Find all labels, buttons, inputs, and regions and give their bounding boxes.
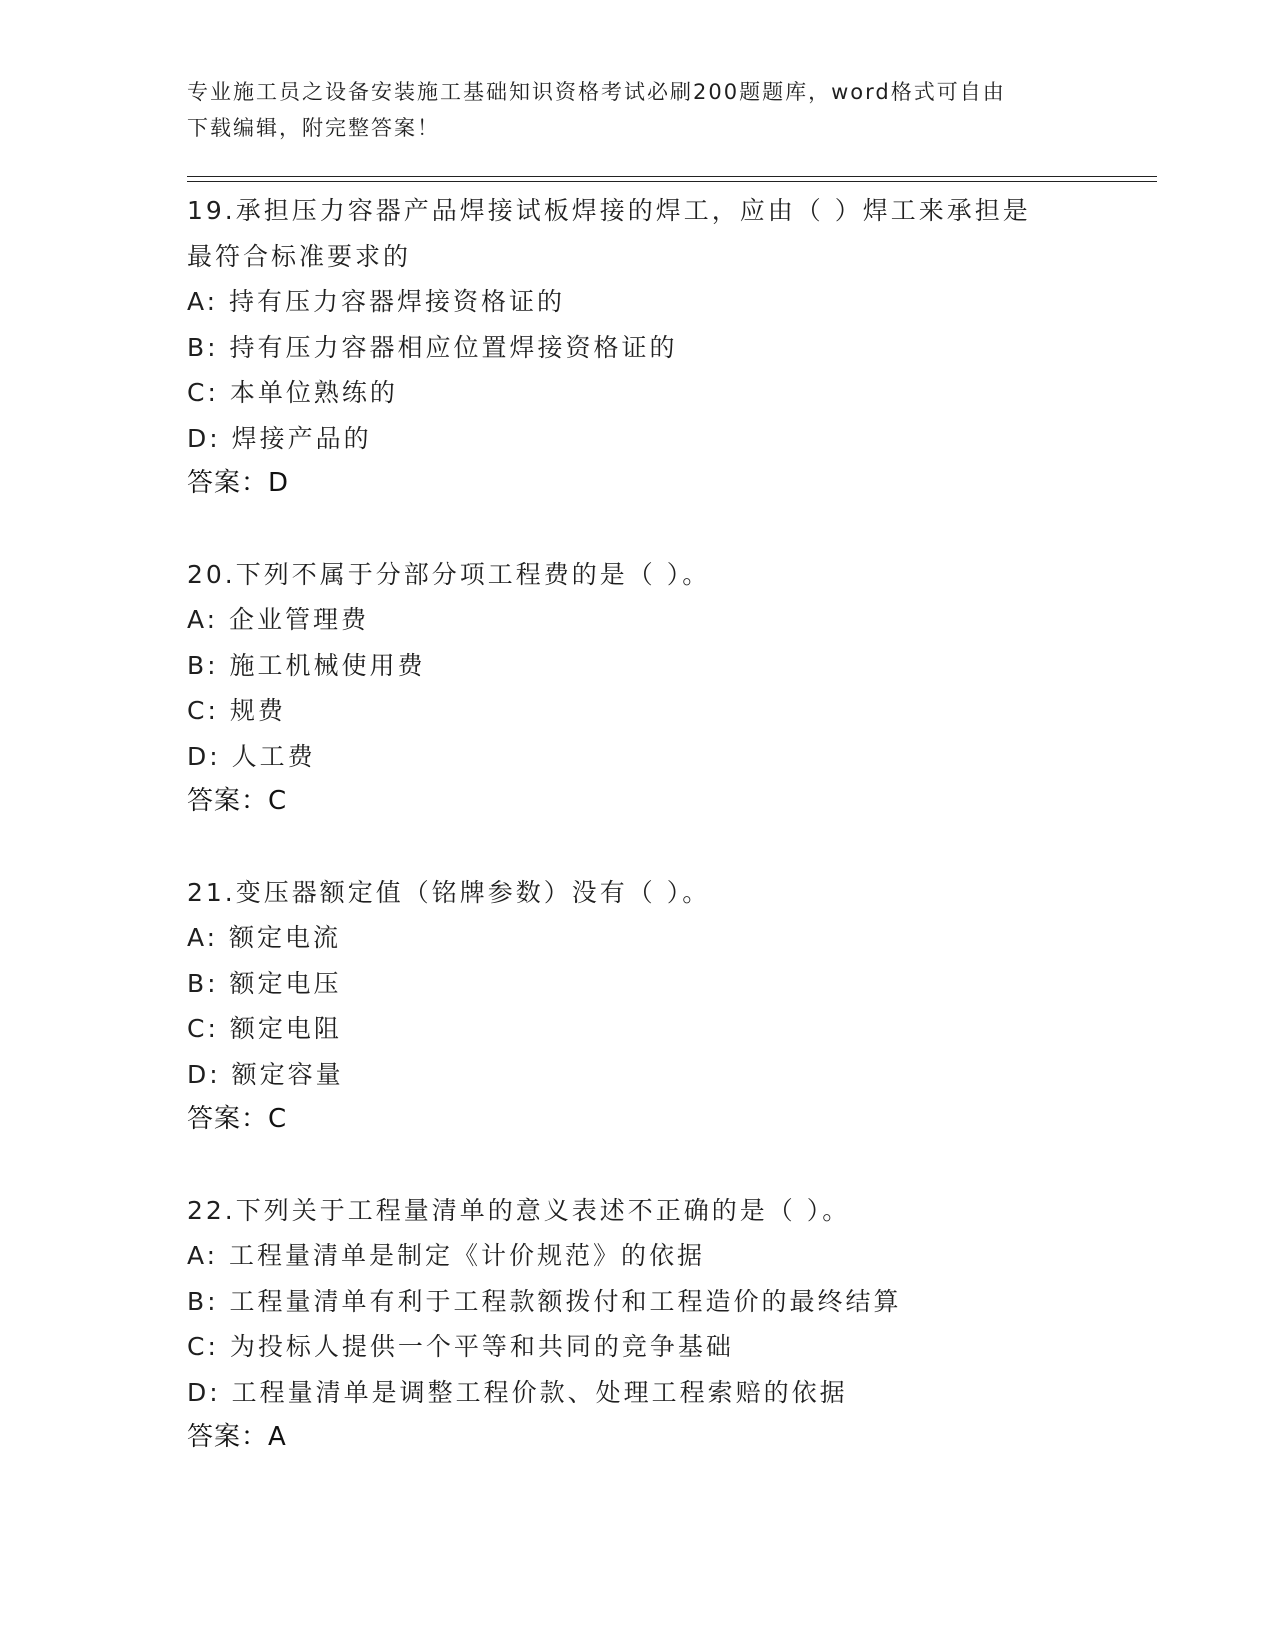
- question-19: [187, 188, 1087, 507]
- header-line-1: 专业施工员之设备安装施工基础知识资格考试必刷200题题库，word格式可自由: [187, 80, 1006, 104]
- answer-value: C: [268, 1104, 287, 1134]
- answer-line: [187, 461, 1087, 507]
- header-divider-bottom: [187, 181, 1157, 182]
- document-header: [187, 74, 1087, 146]
- question-list: [187, 188, 1087, 1506]
- option-b: B: 施工机械使用费: [187, 650, 426, 680]
- option-b: B: 额定电压: [187, 968, 342, 998]
- option-b: B: 工程量清单有利于工程款额拨付和工程造价的最终结算: [187, 1286, 902, 1316]
- option-c: C: 规费: [187, 696, 286, 725]
- option-a: A: 额定电流: [187, 923, 342, 952]
- option-c: C: 额定电阻: [187, 1014, 342, 1043]
- option-c: C: 本单位熟练的: [187, 378, 398, 407]
- question-22: [187, 1188, 1087, 1461]
- answer-line: [187, 1415, 1087, 1461]
- question-stem-line: 22.下列关于工程量清单的意义表述不正确的是（ ）。: [187, 1195, 851, 1225]
- option-d: D: 人工费: [187, 741, 316, 771]
- question-stem-line: 19.承担压力容器产品焊接试板焊接的焊工，应由（ ）焊工来承担是: [187, 196, 1031, 225]
- option-a: A: 工程量清单是制定《计价规范》的依据: [187, 1241, 706, 1270]
- answer-label: 答案：: [187, 468, 269, 498]
- answer-label: 答案：: [187, 786, 269, 816]
- option-a: A: 企业管理费: [187, 605, 370, 634]
- answer-line: [187, 779, 1087, 825]
- option-d: D: 额定容量: [187, 1059, 344, 1089]
- question-stem-line: 最符合标准要求的: [187, 241, 412, 271]
- answer-label: 答案：: [187, 1422, 269, 1452]
- question-stem-line: 21.变压器额定值（铭牌参数）没有（ ）。: [187, 877, 711, 907]
- answer-value: C: [268, 786, 287, 816]
- option-c: C: 为投标人提供一个平等和共同的竞争基础: [187, 1332, 734, 1361]
- question-stem-line: 20.下列不属于分部分项工程费的是（ ）。: [187, 559, 711, 589]
- option-a: A: 持有压力容器焊接资格证的: [187, 287, 566, 316]
- answer-label: 答案：: [187, 1104, 269, 1134]
- answer-value: A: [268, 1422, 286, 1452]
- header-divider-top: [187, 176, 1157, 177]
- option-d: D: 工程量清单是调整工程价款、处理工程索赔的依据: [187, 1377, 848, 1407]
- header-line-2: 下载编辑，附完整答案！: [187, 116, 440, 140]
- option-d: D: 焊接产品的: [187, 423, 372, 453]
- answer-line: [187, 1097, 1087, 1143]
- question-21: [187, 870, 1087, 1143]
- option-b: B: 持有压力容器相应位置焊接资格证的: [187, 332, 678, 362]
- question-20: [187, 552, 1087, 825]
- answer-value: D: [268, 468, 289, 498]
